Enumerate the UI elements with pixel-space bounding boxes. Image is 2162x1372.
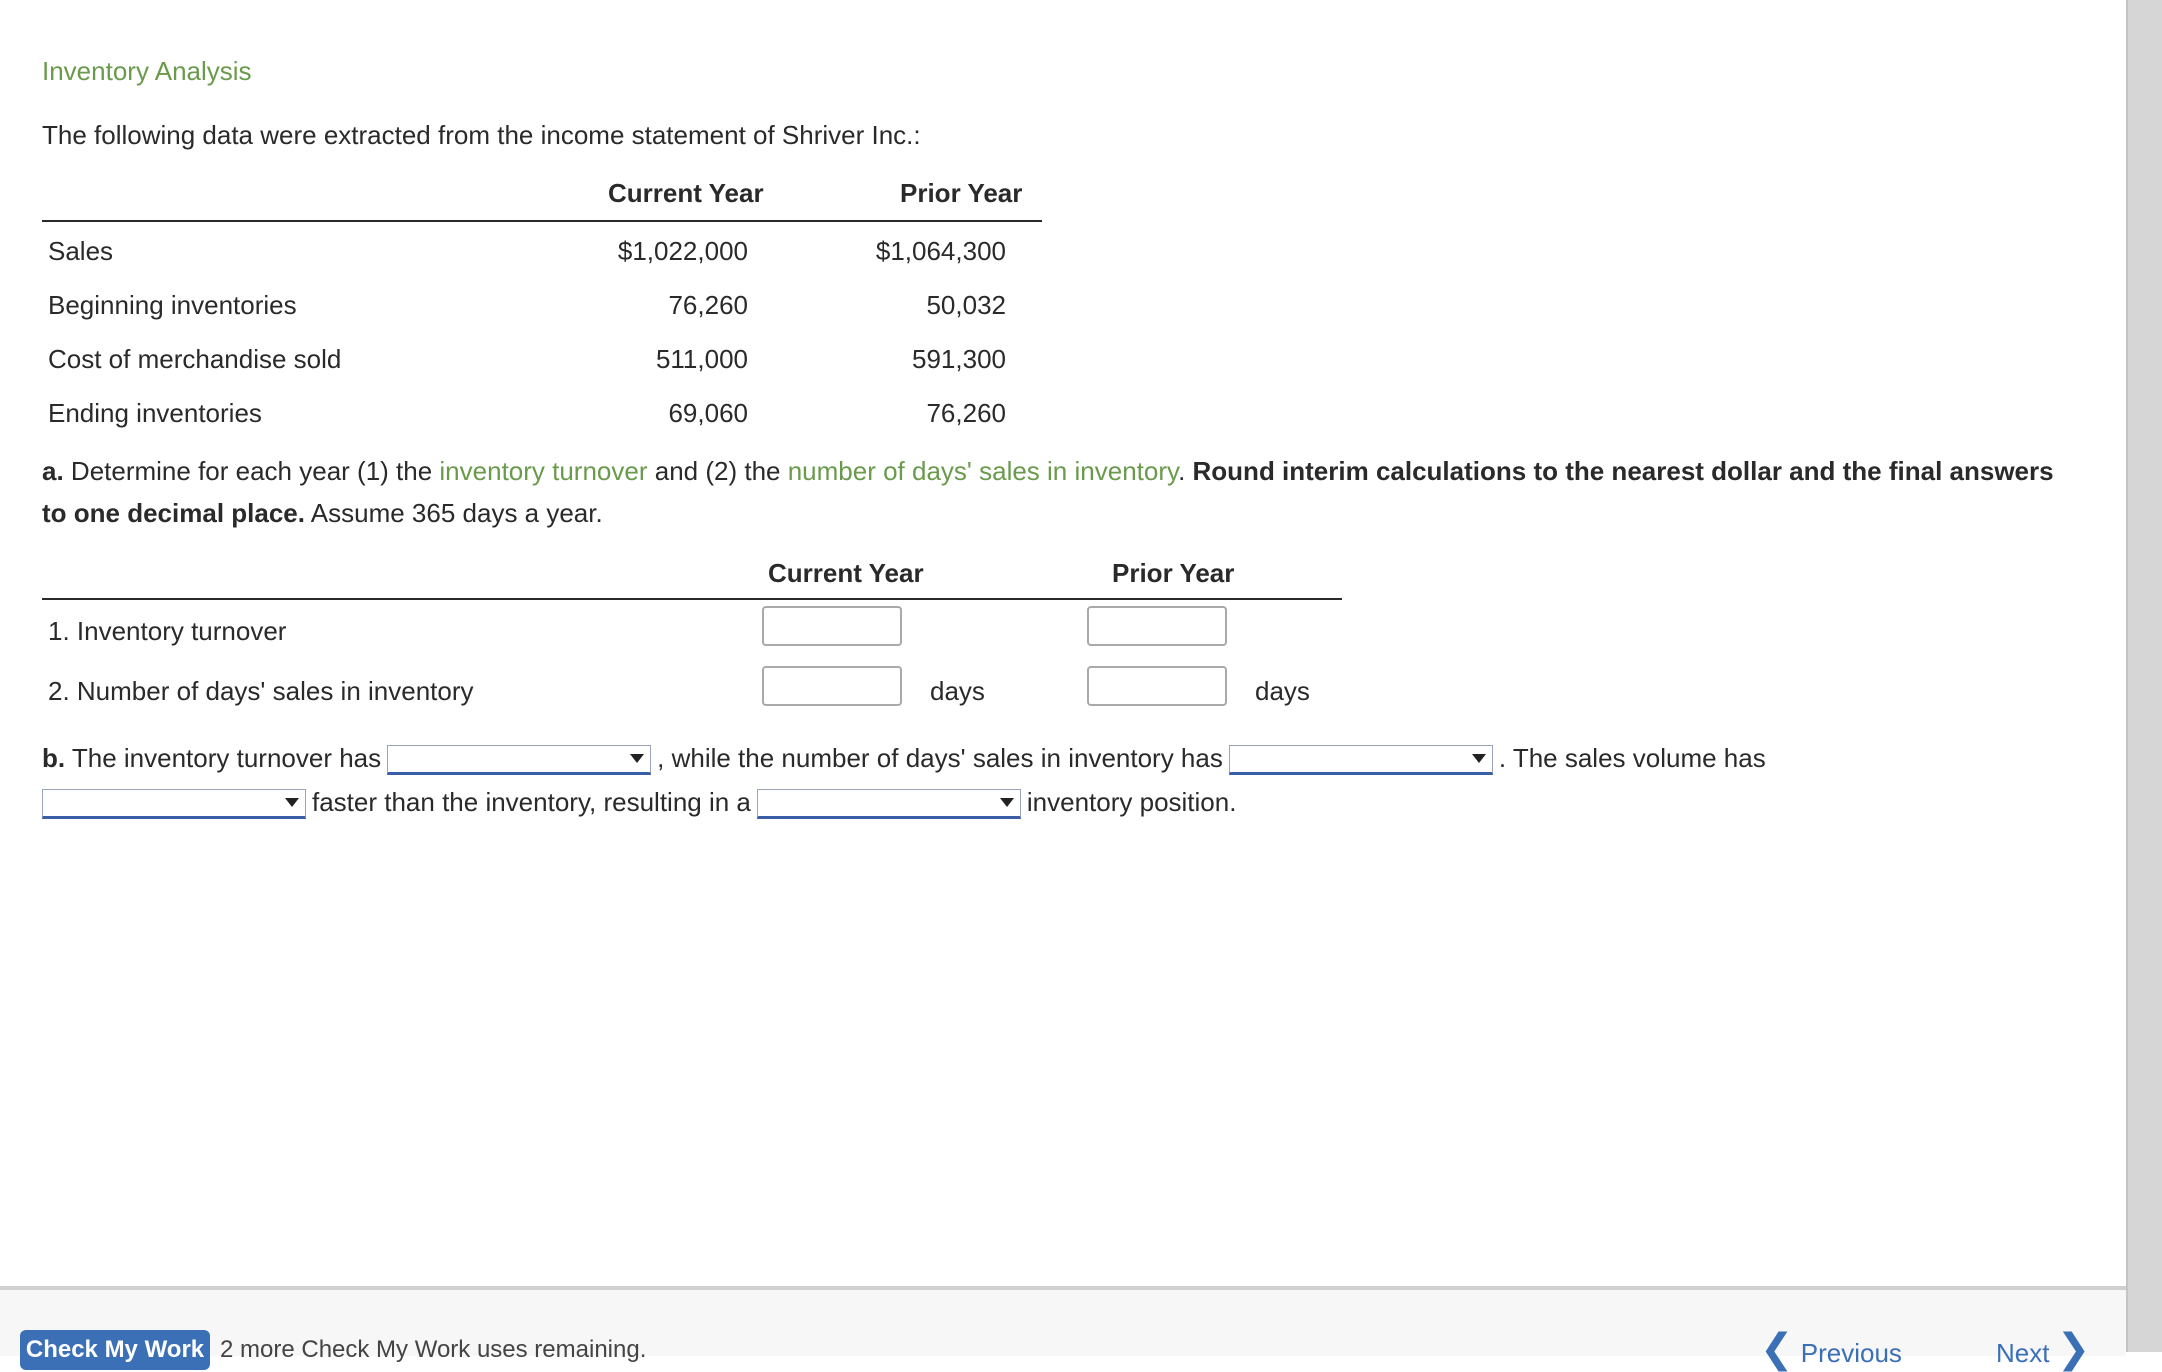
part-b-question — [42, 736, 2082, 824]
chevron-down-icon — [630, 754, 644, 763]
turnover-change-select[interactable] — [387, 745, 651, 775]
part-a-letter: a. — [42, 456, 64, 486]
part-b-text-1: The inventory turnover has — [65, 743, 382, 773]
table-row — [42, 384, 1042, 438]
table-row — [42, 276, 1042, 330]
days-prior-input[interactable] — [1087, 666, 1227, 706]
next-link[interactable]: Next ❯ — [1996, 1327, 2091, 1371]
days-unit-label: days — [1255, 676, 1310, 706]
prior-value: 76,260 — [926, 398, 1006, 428]
days-sales-inventory-link[interactable]: number of days' sales in inventory — [787, 456, 1179, 486]
income-data-table — [42, 172, 1042, 438]
current-value: $1,022,000 — [617, 236, 748, 266]
current-value: 511,000 — [655, 344, 748, 374]
inventory-turnover-link[interactable]: inventory turnover — [439, 456, 648, 486]
answer-header-current-year: Current Year — [768, 558, 924, 588]
intro-text: The following data were extracted from the income statement of Shriver Inc.: — [42, 120, 921, 150]
part-a-text-3: . — [1178, 456, 1193, 486]
current-value: 76,260 — [668, 290, 748, 320]
part-a-text-4: Assume 365 days a year. — [304, 498, 603, 528]
days-change-select[interactable] — [1229, 745, 1493, 775]
row-label: Sales — [48, 236, 114, 266]
turnover-prior-input[interactable] — [1087, 606, 1227, 646]
bottom-bar — [0, 1286, 2126, 1371]
part-a-text-1: Determine for each year (1) the — [63, 456, 440, 486]
answer-row-turnover — [42, 600, 1342, 660]
row-label: Ending inventories — [48, 398, 262, 428]
remaining-uses-text: 2 more Check My Work uses remaining. — [220, 1336, 647, 1363]
inventory-position-select[interactable] — [757, 789, 1021, 819]
page-title: Inventory Analysis — [42, 56, 252, 86]
answer-table — [42, 548, 1342, 720]
part-b-text-5: inventory position. — [1026, 787, 1237, 817]
days-current-input[interactable] — [762, 666, 902, 706]
prior-value: 591,300 — [912, 344, 1006, 374]
scrollbar[interactable] — [2126, 0, 2162, 1352]
prior-value: $1,064,300 — [875, 236, 1006, 266]
chevron-down-icon — [1472, 754, 1486, 763]
answer-table-header — [42, 548, 1342, 600]
header-prior-year: Prior Year — [900, 178, 1023, 208]
answer-row-label: 2. Number of days' sales in inventory — [48, 676, 474, 706]
data-table-header — [42, 172, 1042, 222]
answer-row-label: 1. Inventory turnover — [48, 616, 287, 646]
part-b-text-2: , while the number of days' sales in inventory has — [657, 743, 1223, 773]
chevron-right-icon: ❯ — [2056, 1327, 2091, 1371]
prior-value: 50,032 — [926, 290, 1006, 320]
chevron-down-icon — [1000, 798, 1014, 807]
chevron-left-icon: ❮ — [1760, 1327, 1794, 1371]
answer-header-prior-year: Prior Year — [1112, 558, 1235, 588]
part-a-instructions — [42, 450, 2082, 534]
rounding-instruction: Round interim calculations to the nearest dollar and the final answers to one decimal place. — [42, 456, 2054, 528]
chevron-down-icon — [285, 798, 299, 807]
days-unit-label: days — [930, 676, 985, 706]
sales-volume-change-select[interactable] — [42, 789, 306, 819]
current-value: 69,060 — [668, 398, 748, 428]
previous-link[interactable]: ❮ Previous — [1760, 1327, 1902, 1371]
row-label: Beginning inventories — [48, 290, 297, 320]
part-b-text-3: . The sales volume has — [1498, 743, 1766, 773]
answer-row-days-sales — [42, 660, 1342, 720]
part-b-letter: b. — [42, 743, 66, 773]
part-b-text-4: faster than the inventory, resulting in a — [312, 787, 751, 817]
part-a-text-2: and (2) the — [647, 456, 788, 486]
row-label: Cost of merchandise sold — [48, 344, 342, 374]
turnover-current-input[interactable] — [762, 606, 902, 646]
table-row — [42, 222, 1042, 276]
table-row — [42, 330, 1042, 384]
header-current-year: Current Year — [608, 178, 764, 208]
check-my-work-button[interactable]: Check My Work — [20, 1330, 210, 1370]
